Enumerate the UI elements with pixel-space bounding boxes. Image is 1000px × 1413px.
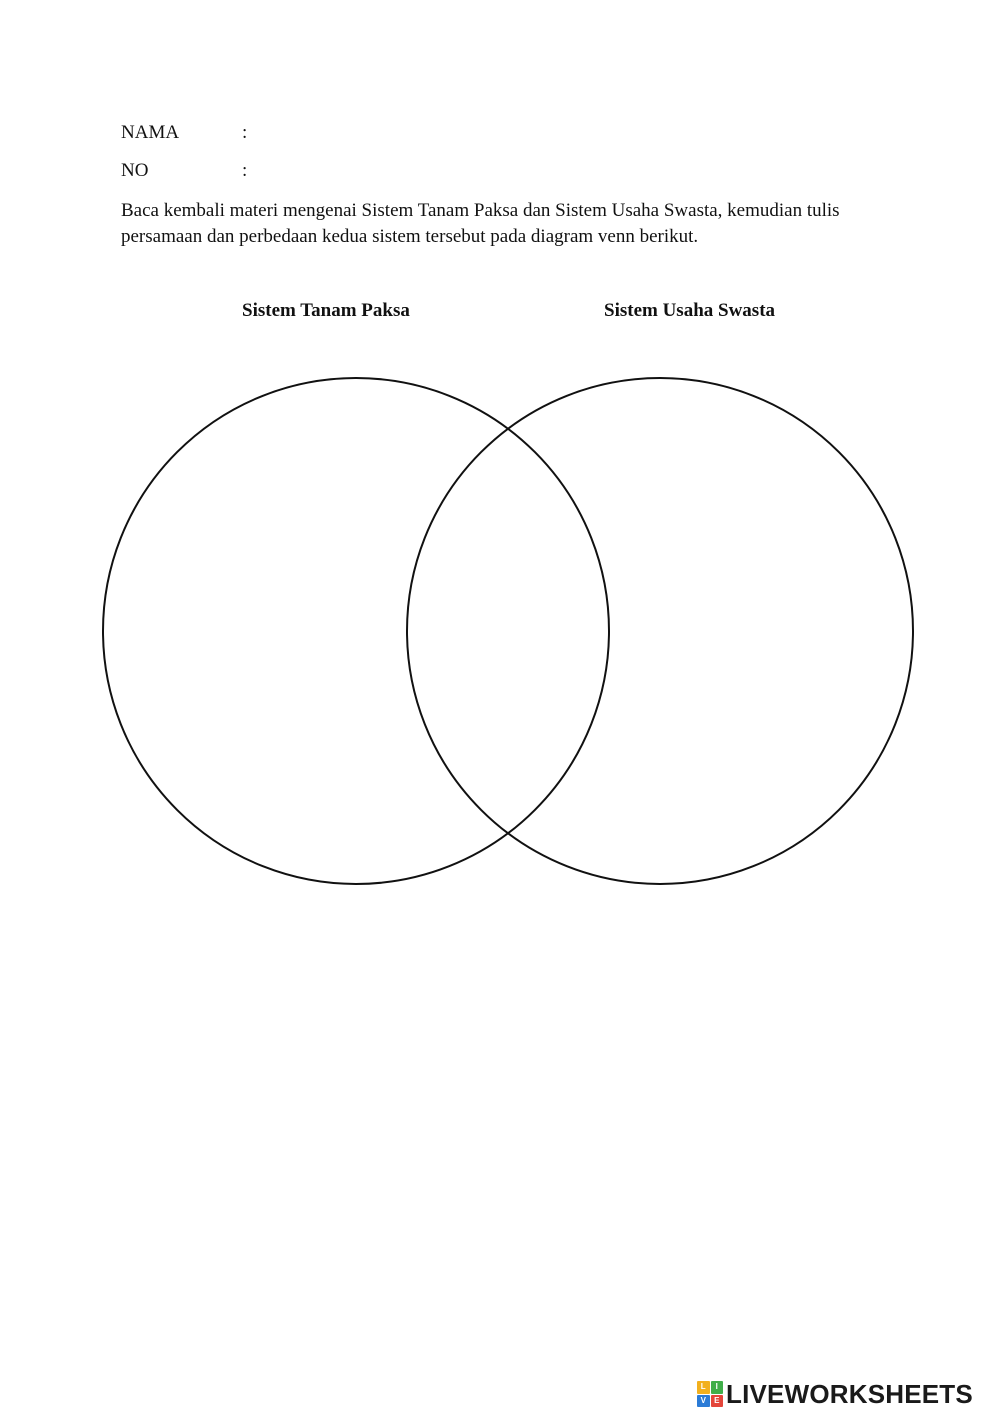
venn-right-title: Sistem Usaha Swasta	[604, 300, 776, 321]
liveworksheets-logo	[697, 1378, 973, 1410]
venn-right-circle[interactable]	[407, 378, 913, 884]
logo-tile-yellow: L	[697, 1381, 710, 1394]
venn-left-circle[interactable]	[103, 378, 609, 884]
logo-mark-icon	[697, 1381, 723, 1407]
logo-tile-red: E	[711, 1395, 724, 1408]
number-label: NO	[121, 160, 149, 181]
number-colon: :	[242, 160, 248, 181]
logo-tile-green: I	[711, 1381, 724, 1394]
instruction-text: Baca kembali materi mengenai Sistem Tanam Paksa dan Sistem Usaha Swasta, kemudian tulis persamaan dan perbedaan kedua sistem tersebut pada diagram venn berikut.	[121, 200, 840, 247]
name-label: NAMA	[121, 122, 180, 143]
venn-left-title: Sistem Tanam Paksa	[242, 300, 410, 321]
logo-tile-blue: V	[697, 1395, 710, 1408]
name-colon: :	[242, 122, 248, 143]
logo-text: LIVEWORKSHEETS	[726, 1379, 973, 1409]
